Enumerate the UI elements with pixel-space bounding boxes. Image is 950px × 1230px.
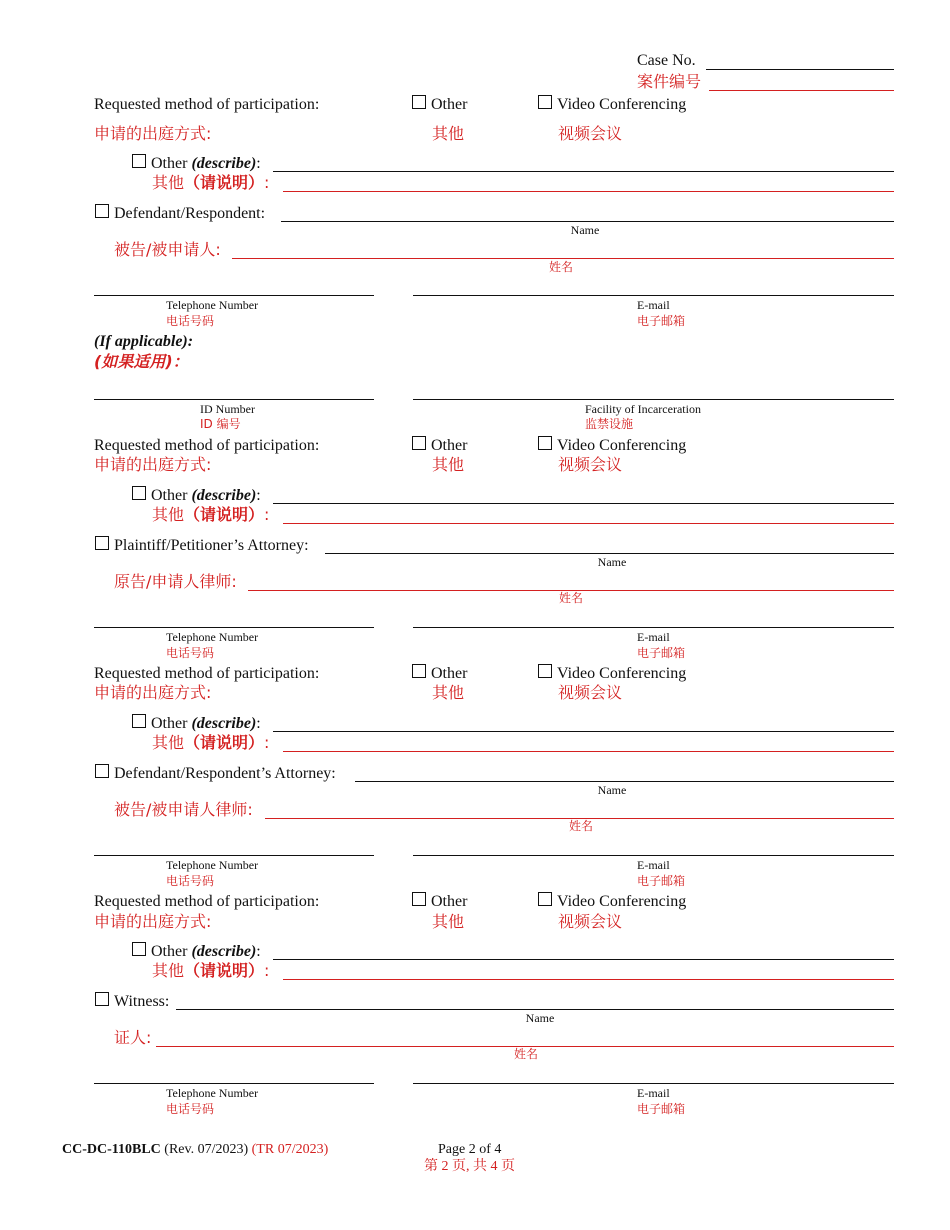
witness-name-field[interactable]: [176, 1009, 894, 1010]
email-caption: E-mail: [637, 630, 670, 644]
other-checkbox[interactable]: [412, 664, 426, 678]
other-label: Other: [431, 665, 468, 682]
name-caption: Name: [570, 223, 600, 237]
video-conferencing-label-zh: 视频会议: [558, 683, 623, 702]
defendant-attorney-name-field[interactable]: [355, 781, 894, 782]
if-applicable-label: (If applicable):: [94, 333, 194, 350]
telephone-caption-zh: 电话号码: [166, 646, 215, 660]
video-conferencing-label: Video Conferencing: [557, 96, 687, 113]
other-describe-field-zh: [283, 751, 894, 752]
name-caption: Name: [597, 783, 627, 797]
requested-method-label: Requested method of participation:: [94, 665, 320, 682]
other-label-zh: 其他: [432, 455, 465, 474]
name-caption: Name: [597, 555, 627, 569]
video-conferencing-label: Video Conferencing: [557, 893, 687, 910]
other-checkbox[interactable]: [412, 892, 426, 906]
telephone-caption-zh: 电话号码: [166, 1102, 215, 1116]
other-checkbox[interactable]: [412, 436, 426, 450]
other-describe-field-zh: [283, 523, 894, 524]
witness-checkbox[interactable]: [95, 992, 109, 1006]
other-describe-field[interactable]: [273, 731, 894, 732]
other-describe-checkbox[interactable]: [132, 942, 146, 956]
video-conferencing-label-zh: 视频会议: [558, 455, 623, 474]
video-conferencing-checkbox[interactable]: [538, 664, 552, 678]
form-tr: (TR 07/2023): [251, 1142, 329, 1157]
name-caption-zh: 姓名: [558, 591, 584, 605]
name-caption-zh: 姓名: [513, 1047, 539, 1061]
id-number-caption: ID Number: [200, 402, 255, 416]
facility-field[interactable]: [413, 399, 894, 400]
case-no-label-zh: 案件编号: [637, 72, 702, 91]
defendant-attorney-label-zh: 被告/被申请人律师:: [114, 800, 253, 819]
other-describe-label-zh: 其他（请说明）:: [152, 505, 270, 524]
other-describe-label-zh: 其他（请说明）:: [152, 733, 270, 752]
telephone-caption: Telephone Number: [166, 630, 259, 644]
video-conferencing-checkbox[interactable]: [538, 95, 552, 109]
email-caption-zh: 电子邮箱: [637, 1102, 686, 1116]
case-no-field-zh: [709, 90, 894, 91]
defendant-attorney-checkbox[interactable]: [95, 764, 109, 778]
requested-method-label: Requested method of participation:: [94, 893, 320, 910]
defendant-name-field[interactable]: [281, 221, 894, 222]
telephone-caption-zh: 电话号码: [166, 314, 215, 328]
other-describe-label-zh: 其他（请说明）:: [152, 173, 270, 192]
requested-method-label-zh: 申请的出庭方式:: [94, 124, 212, 143]
other-label-zh: 其他: [432, 683, 465, 702]
name-caption-zh: 姓名: [568, 819, 594, 833]
video-conferencing-checkbox[interactable]: [538, 436, 552, 450]
other-describe-label: Other (describe):: [151, 155, 261, 172]
email-caption-zh: 电子邮箱: [637, 646, 686, 660]
requested-method-label-zh: 申请的出庭方式:: [94, 912, 212, 931]
email-caption: E-mail: [637, 858, 670, 872]
facility-caption-zh: 监禁设施: [585, 417, 634, 431]
email-caption: E-mail: [637, 298, 670, 312]
other-label: Other: [431, 893, 468, 910]
other-describe-field[interactable]: [273, 959, 894, 960]
case-no-label: Case No.: [637, 52, 696, 69]
video-conferencing-label: Video Conferencing: [557, 665, 687, 682]
video-conferencing-label: Video Conferencing: [557, 437, 687, 454]
form-id: CC-DC-110BLC: [62, 1142, 161, 1157]
other-label: Other: [431, 96, 468, 113]
other-checkbox[interactable]: [412, 95, 426, 109]
requested-method-label: Requested method of participation:: [94, 96, 320, 113]
telephone-caption: Telephone Number: [166, 298, 259, 312]
email-caption: E-mail: [637, 1086, 670, 1100]
plaintiff-attorney-name-field[interactable]: [325, 553, 894, 554]
plaintiff-attorney-label: Plaintiff/Petitioner’s Attorney:: [114, 537, 309, 554]
requested-method-label: Requested method of participation:: [94, 437, 320, 454]
plaintiff-attorney-telephone-field[interactable]: [94, 627, 374, 628]
defendant-email-field[interactable]: [413, 295, 894, 296]
witness-label-zh: 证人:: [114, 1028, 152, 1047]
form-rev: (Rev. 07/2023): [160, 1142, 252, 1157]
other-describe-field-zh: [283, 979, 894, 980]
other-describe-label: Other (describe):: [151, 715, 261, 732]
defendant-name-field-zh: [232, 258, 894, 259]
other-describe-field-zh: [283, 191, 894, 192]
other-describe-label: Other (describe):: [151, 943, 261, 960]
requested-method-label-zh: 申请的出庭方式:: [94, 683, 212, 702]
defendant-attorney-telephone-field[interactable]: [94, 855, 374, 856]
other-label-zh: 其他: [432, 912, 465, 931]
other-label-zh: 其他: [432, 124, 465, 143]
witness-telephone-field[interactable]: [94, 1083, 374, 1084]
defendant-attorney-label: Defendant/Respondent’s Attorney:: [114, 765, 336, 782]
defendant-label: Defendant/Respondent:: [114, 205, 266, 222]
other-label: Other: [431, 437, 468, 454]
witness-email-field[interactable]: [413, 1083, 894, 1084]
defendant-checkbox[interactable]: [95, 204, 109, 218]
requested-method-label-zh: 申请的出庭方式:: [94, 455, 212, 474]
video-conferencing-label-zh: 视频会议: [558, 912, 623, 931]
other-describe-checkbox[interactable]: [132, 486, 146, 500]
id-number-field[interactable]: [94, 399, 374, 400]
other-describe-field[interactable]: [273, 171, 894, 172]
page-number: Page 2 of 4: [438, 1142, 502, 1157]
plaintiff-attorney-label-zh: 原告/申请人律师:: [114, 572, 237, 591]
page-number-zh: 第 2 页, 共 4 页: [424, 1159, 515, 1174]
witness-label: Witness:: [114, 993, 170, 1010]
case-no-field[interactable]: [706, 69, 894, 70]
facility-caption: Facility of Incarceration: [585, 402, 701, 416]
name-caption-zh: 姓名: [548, 260, 574, 274]
telephone-caption: Telephone Number: [166, 858, 259, 872]
telephone-caption-zh: 电话号码: [166, 874, 215, 888]
plaintiff-attorney-email-field[interactable]: [413, 627, 894, 628]
other-describe-label-zh: 其他（请说明）:: [152, 961, 270, 980]
defendant-telephone-field[interactable]: [94, 295, 374, 296]
form-identifier: [62, 1142, 328, 1158]
id-number-caption-zh: ID 编号: [200, 417, 241, 431]
video-conferencing-label-zh: 视频会议: [558, 124, 623, 143]
defendant-attorney-email-field[interactable]: [413, 855, 894, 856]
defendant-label-zh: 被告/被申请人:: [114, 240, 221, 259]
telephone-caption: Telephone Number: [166, 1086, 259, 1100]
plaintiff-attorney-checkbox[interactable]: [95, 536, 109, 550]
email-caption-zh: 电子邮箱: [637, 314, 686, 328]
other-describe-field[interactable]: [273, 503, 894, 504]
video-conferencing-checkbox[interactable]: [538, 892, 552, 906]
if-applicable-label-zh: (如果适用)：: [94, 352, 189, 371]
other-describe-checkbox[interactable]: [132, 714, 146, 728]
other-describe-checkbox[interactable]: [132, 154, 146, 168]
other-describe-label: Other (describe):: [151, 487, 261, 504]
name-caption: Name: [525, 1011, 555, 1025]
email-caption-zh: 电子邮箱: [637, 874, 686, 888]
